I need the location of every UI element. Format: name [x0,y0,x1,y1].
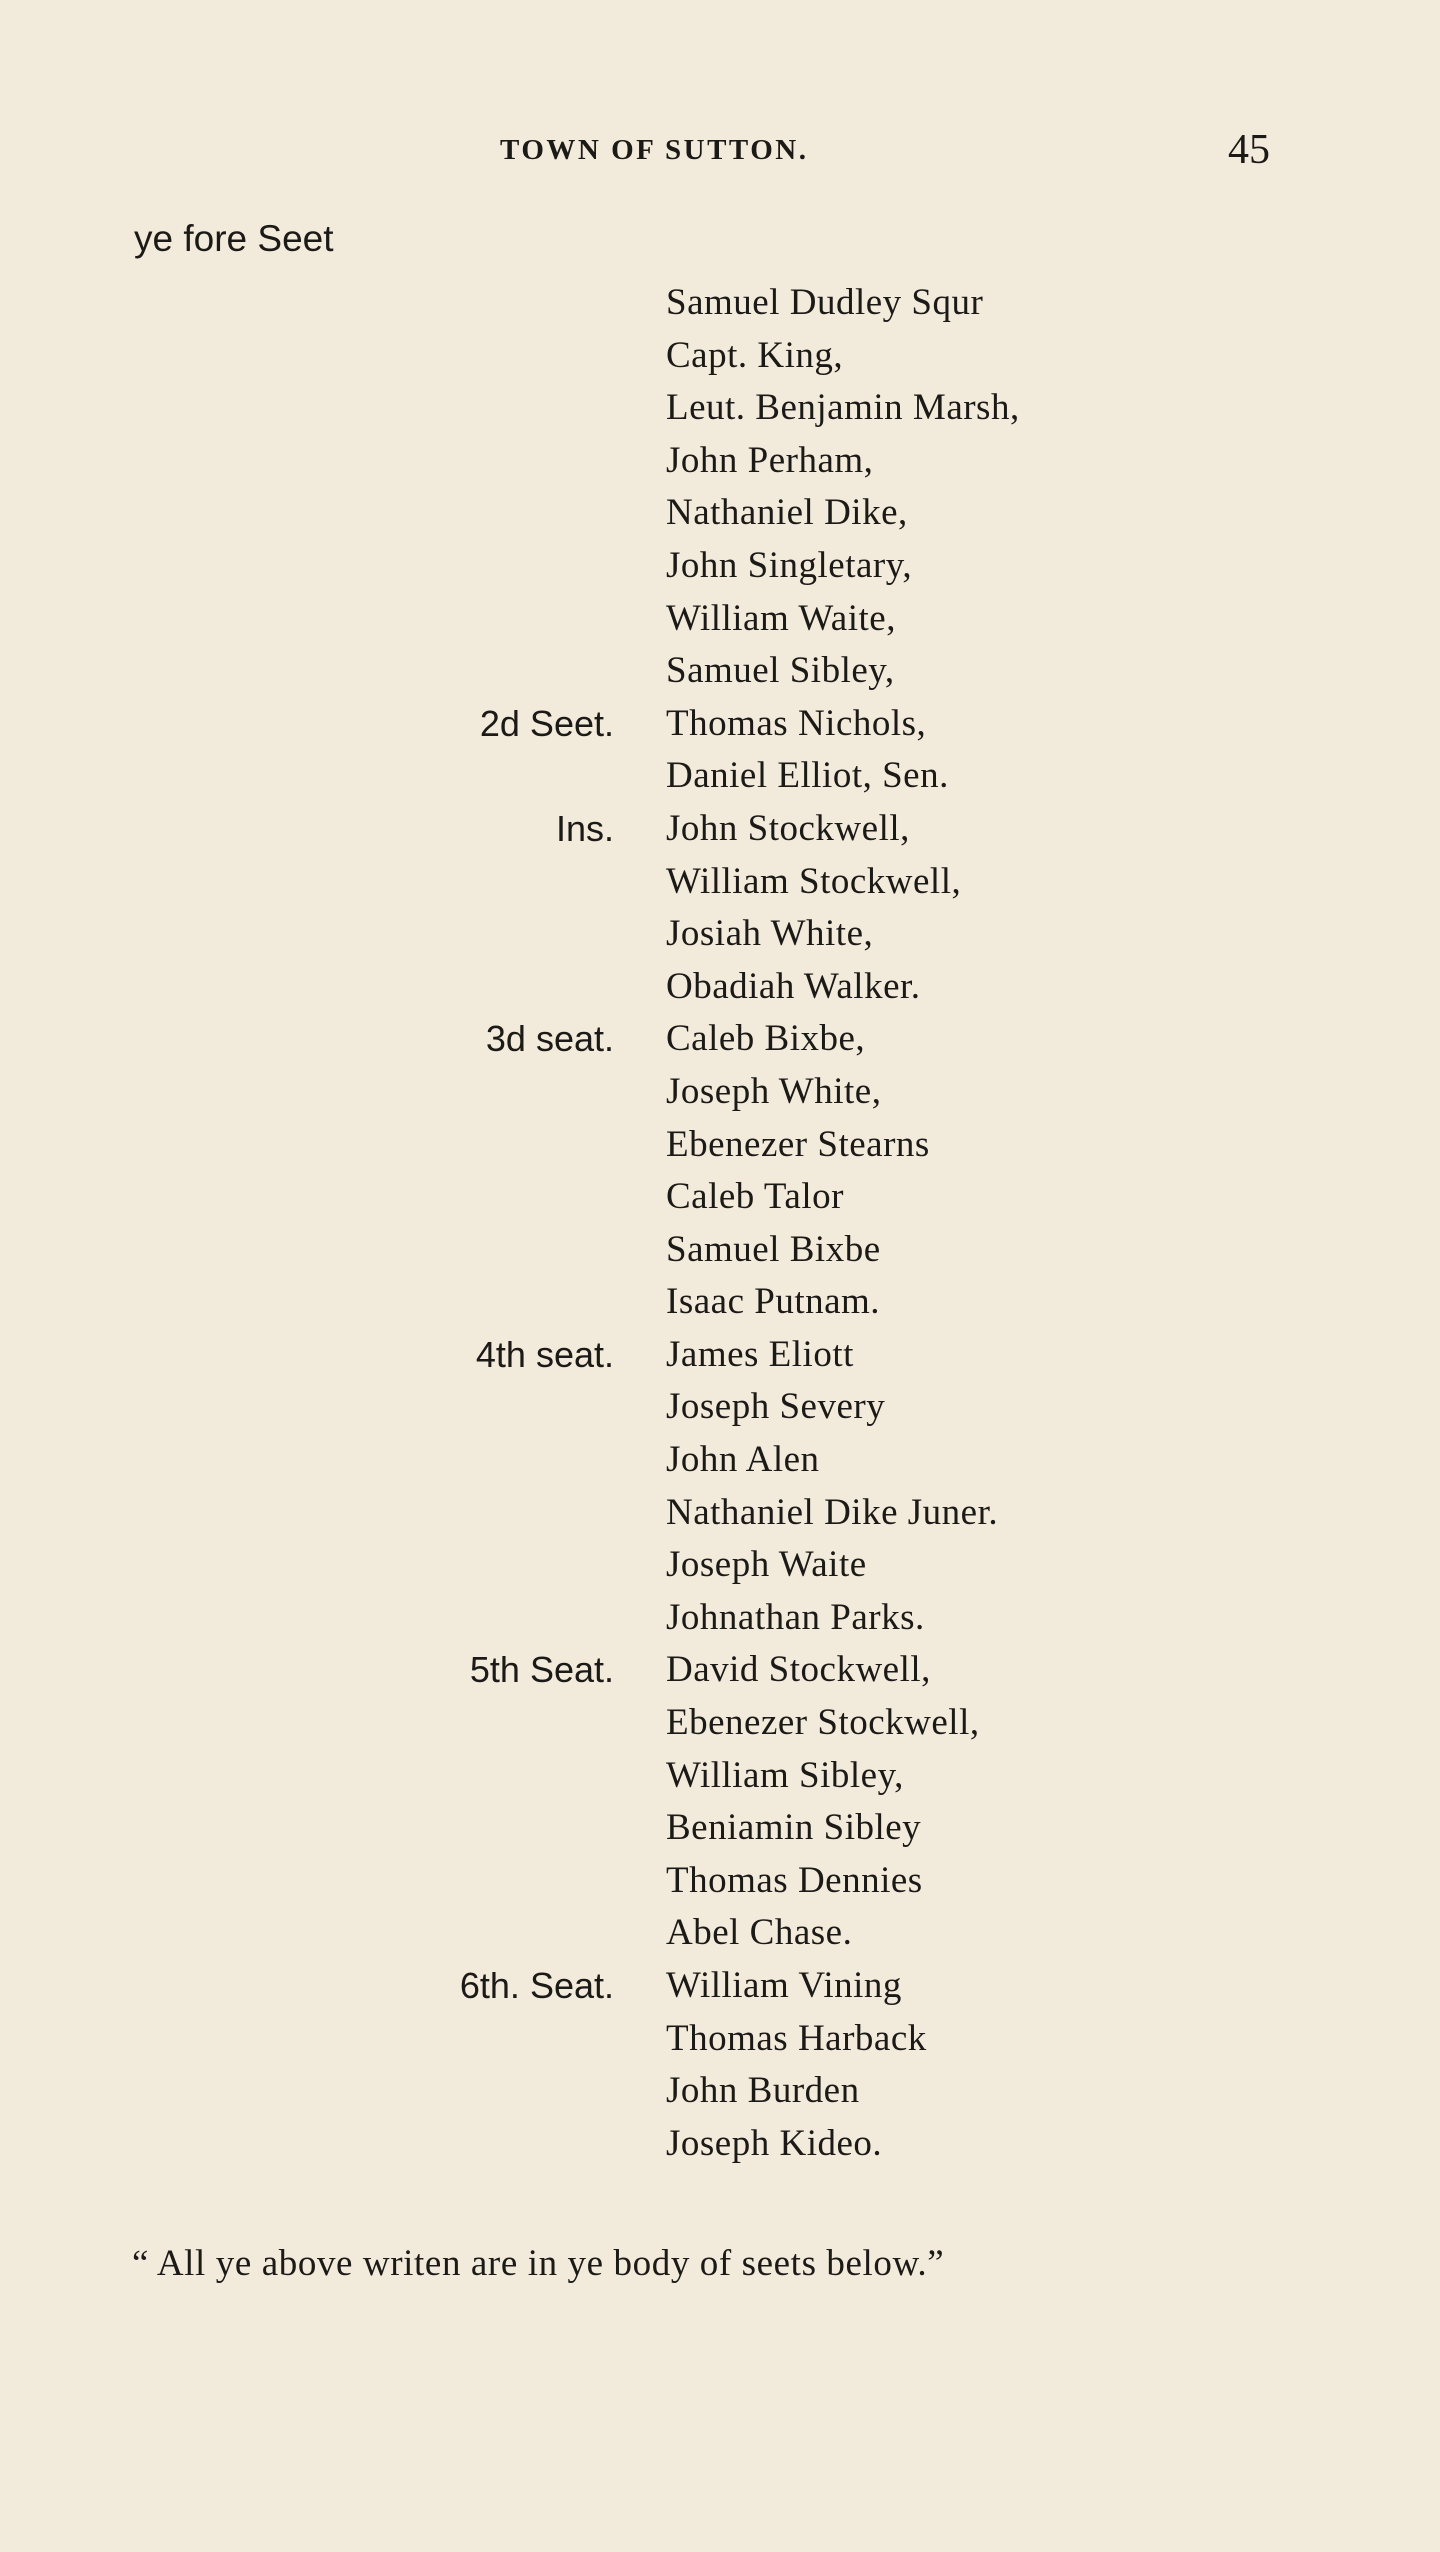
seat-row [0,1802,1440,1855]
seat-row [0,2118,1440,2171]
seat-member-name: Johnathan Parks. [666,1596,925,1638]
seat-row [0,2065,1440,2118]
seat-label: 3d seat. [485,1018,614,1060]
seat-member-name: Joseph Waite [666,1544,867,1586]
seat-member-name: Joseph White, [666,1070,882,1112]
seat-member-name: William Stockwell, [666,860,962,902]
seat-member-name: William Sibley, [666,1754,904,1796]
seat-member-name: Ebenezer Stearns [666,1123,930,1165]
seat-member-name: John Perham, [666,439,874,481]
seat-row [0,645,1440,698]
seat-row [0,1013,1440,1066]
seat-member-name: Daniel Elliot, Sen. [666,755,949,797]
seat-row [0,1224,1440,1277]
seat-row [0,908,1440,961]
seat-row [0,1434,1440,1487]
seat-row [0,1119,1440,1172]
seat-member-name: Josiah White, [666,913,874,955]
seat-row [0,1066,1440,1119]
seat-row [0,1750,1440,1803]
seat-row [0,540,1440,593]
seat-row [0,1329,1440,1382]
seat-member-name: Abel Chase. [666,1912,853,1954]
running-head: TOWN OF SUTTON. [500,134,809,166]
seat-row [0,435,1440,488]
seat-row [0,1697,1440,1750]
seat-member-name: Thomas Dennies [666,1859,923,1901]
seat-row [0,382,1440,435]
seat-member-name: Samuel Dudley Squr [666,282,984,323]
seat-member-name: Ebenezer Stockwell, [666,1702,980,1744]
seat-member-name: Thomas Nichols, [666,702,927,744]
seat-label: 4th seat. [475,1333,614,1375]
seat-row [0,1276,1440,1329]
seat-member-name: William Waite, [666,597,896,639]
seat-member-name: Joseph Severy [666,1386,886,1428]
seat-member-name: Caleb Bixbe, [666,1018,866,1060]
seat-row [0,1592,1440,1645]
seat-row [0,856,1440,909]
seat-member-name: Caleb Talor [666,1176,844,1218]
seat-row [0,593,1440,646]
seat-member-name: Capt. King, [666,334,844,376]
seat-row [0,330,1440,383]
seat-member-name: Joseph Kideo. [666,2122,883,2164]
seat-row [0,277,1440,330]
seat-member-name: Samuel Bixbe [666,1228,881,1270]
seat-row [0,1539,1440,1592]
seat-member-name: Nathaniel Dike Juner. [666,1491,999,1533]
seat-row [0,961,1440,1014]
seat-label: 6th. Seat. [459,1965,614,2006]
seat-member-name: John Burden [666,2070,860,2112]
seat-label: 2d Seet. [479,702,614,744]
seat-row [0,698,1440,751]
seat-row [0,1381,1440,1434]
seat-row [0,487,1440,540]
seat-row [0,803,1440,856]
seat-row [0,1171,1440,1224]
seat-member-name: Isaac Putnam. [666,1281,881,1323]
closing-note: “ All ye above writen are in ye body of seets below.” [132,2243,945,2284]
seat-row [0,750,1440,803]
seat-row [0,1960,1440,2013]
seat-member-name: John Stockwell, [666,807,910,849]
seat-member-name: William Vining [666,1965,902,2006]
page-header [500,126,1270,176]
seat-member-name: Thomas Harback [666,2017,927,2059]
seat-member-name: John Alen [666,1439,820,1481]
seat-label: 5th Seat. [469,1649,614,1691]
seat-member-name: David Stockwell, [666,1649,931,1691]
seat-row [0,1644,1440,1697]
seat-member-name: Obadiah Walker. [666,965,921,1007]
seat-member-name: Samuel Sibley, [666,650,895,692]
seat-member-name: James Eliott [666,1333,854,1375]
seat-member-name: Leut. Benjamin Marsh, [666,387,1020,429]
seat-list [0,277,1440,2170]
seat-member-name: John Singletary, [666,544,913,586]
seat-row [0,1907,1440,1960]
section-title: ye fore Seet [134,218,334,259]
seat-label: Ins. [555,807,614,849]
seat-row [0,2013,1440,2066]
seat-member-name: Nathaniel Dike, [666,492,908,534]
seat-row [0,1855,1440,1908]
page-number: 45 [1228,127,1270,173]
seat-member-name: Beniamin Sibley [666,1807,922,1849]
seat-row [0,1487,1440,1540]
